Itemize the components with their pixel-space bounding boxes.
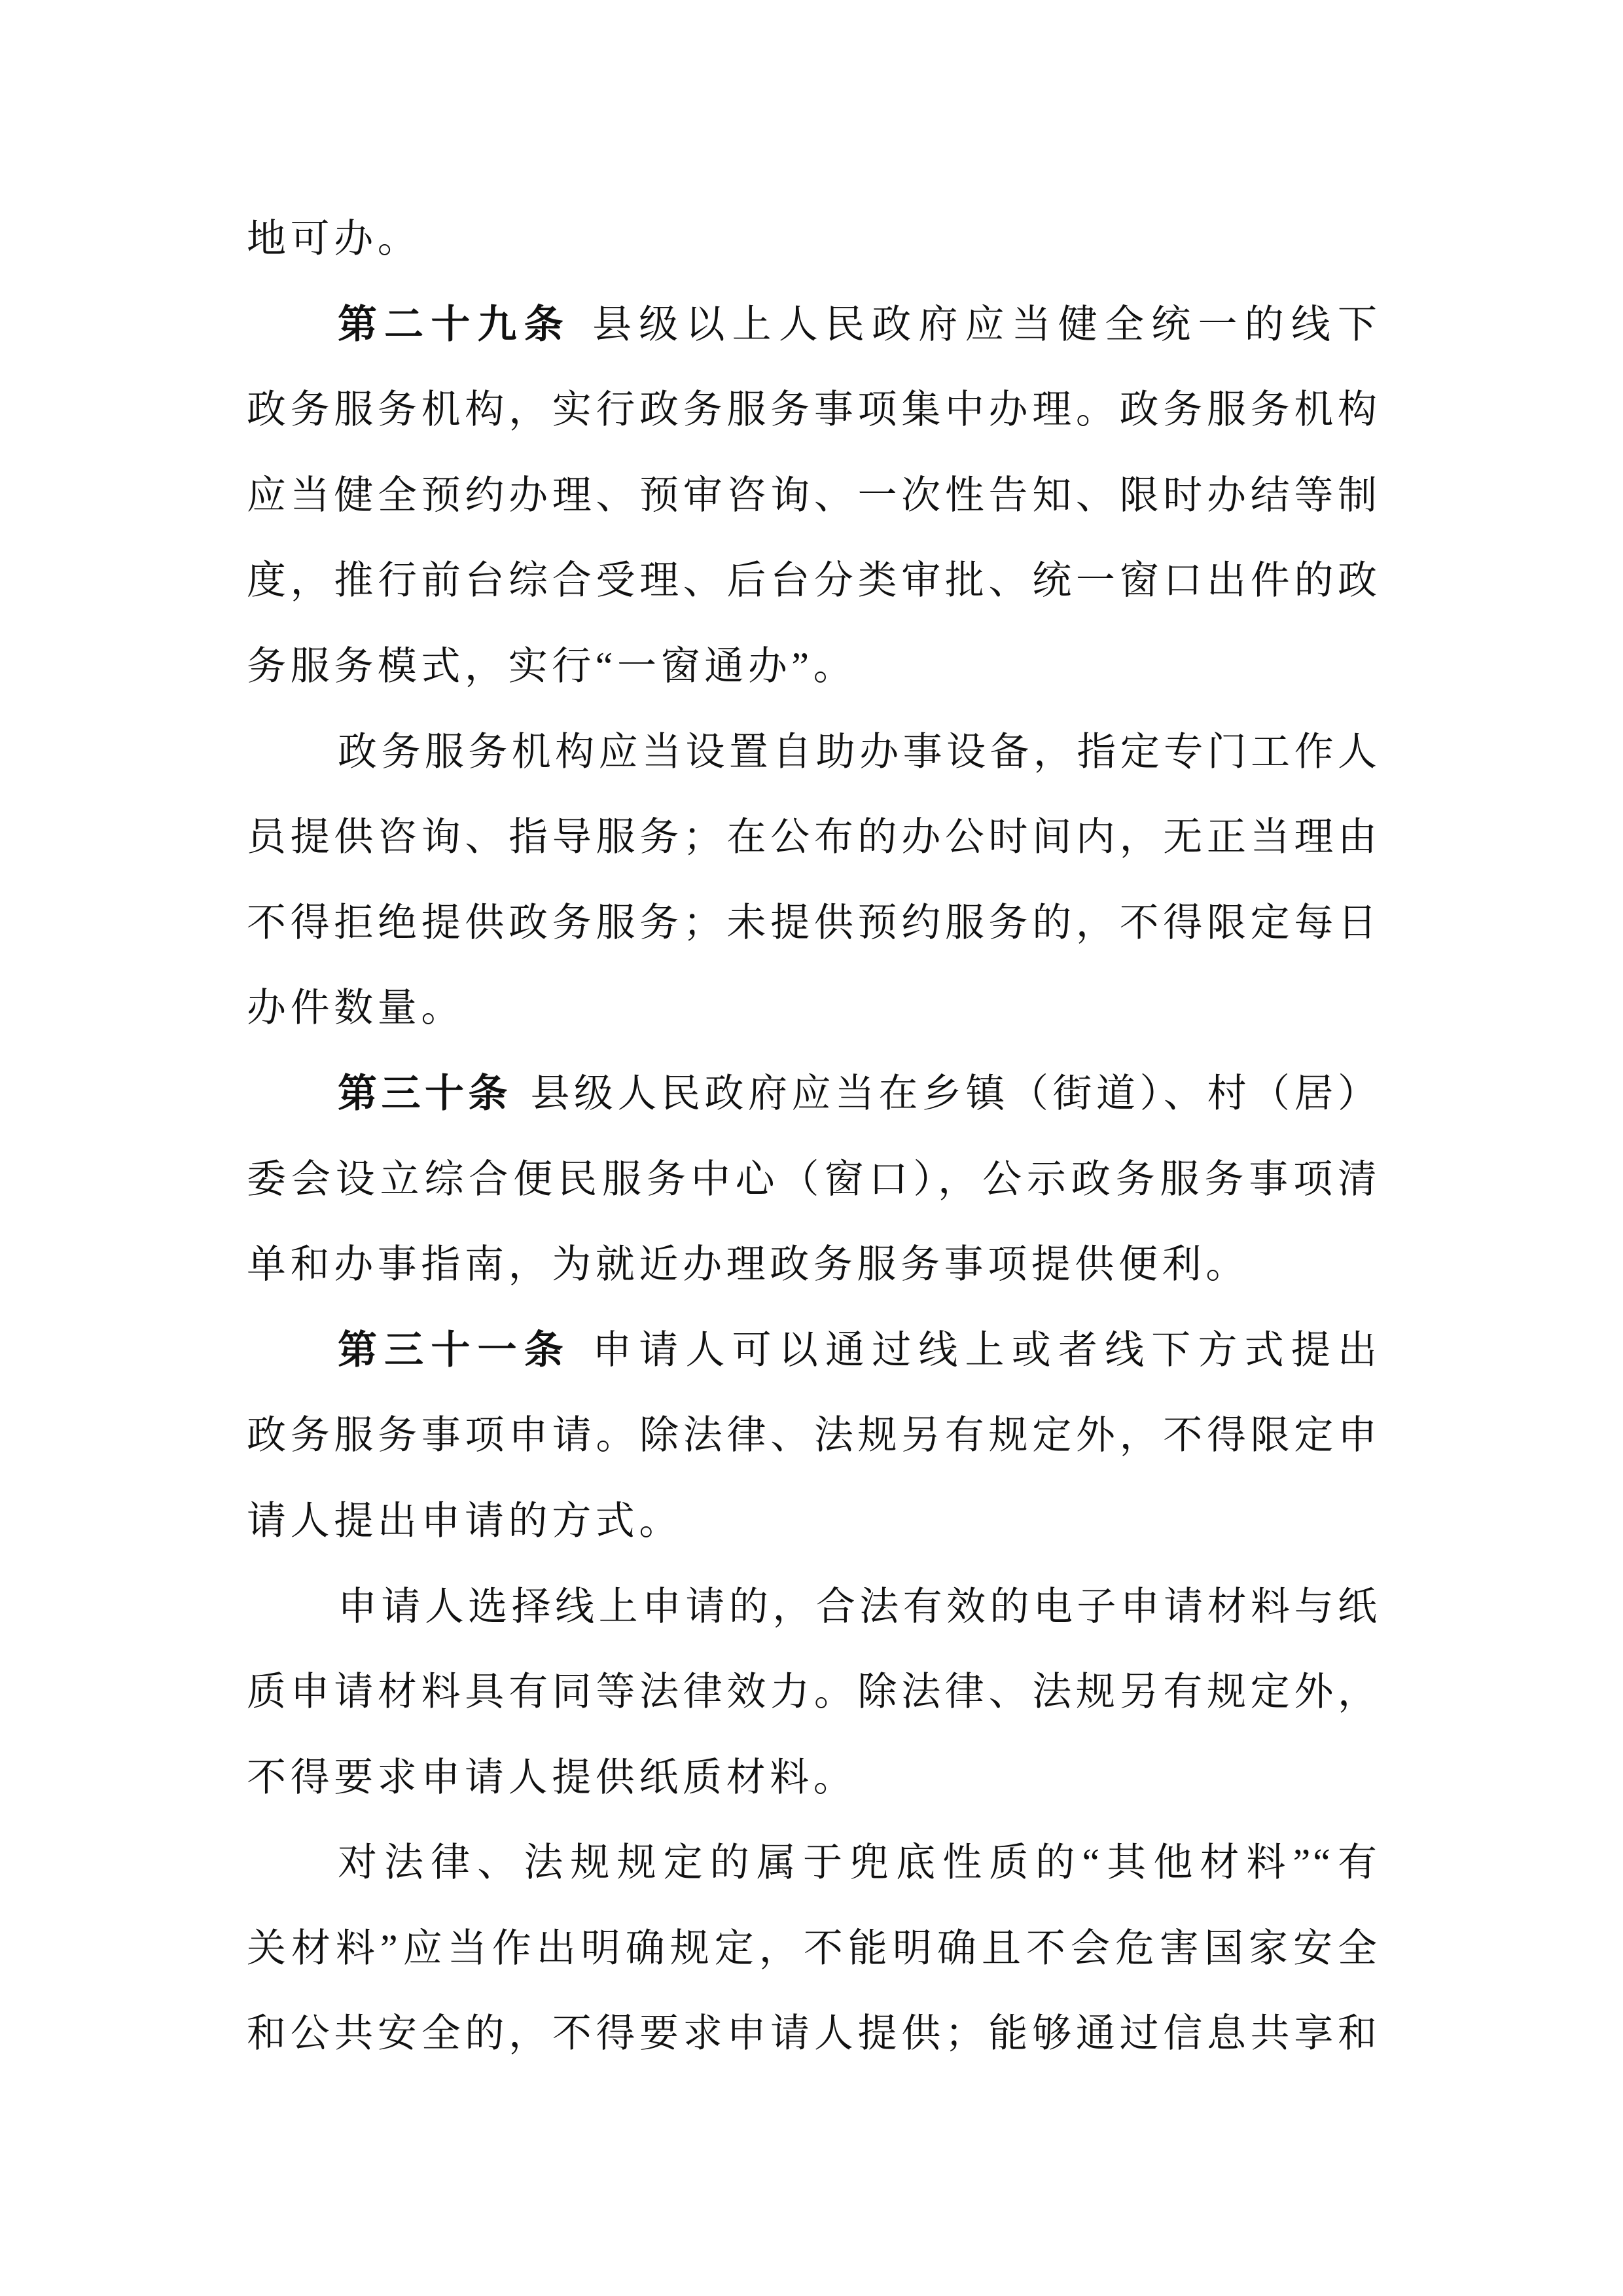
paragraph [247,709,1380,1051]
article-31 [247,1308,1380,1564]
text-line: 单和办事指南，为就近办理政务服务事项提供便利。 [247,1243,1249,1287]
text-line: 不得拒绝提供政务服务；未提供预约服务的，不得限定每日 [247,901,1380,944]
heading-gap [571,337,588,338]
text-line: 度，推行前台综合受理、后台分类审批、统一窗口出件的政 [247,559,1380,603]
text-line: 质申请材料具有同等法律效力。除法律、法规另有规定外， [247,1670,1380,1714]
text-line [247,282,1380,368]
article-30 [247,1051,1380,1308]
paragraph-continuation [247,196,1380,282]
text-line: 申请人选择线上申请的，合法有效的电子申请材料与纸 [338,1585,1380,1628]
article-heading: 第三十条 [338,1071,512,1115]
text-line: 办件数量。 [247,986,465,1030]
article-heading: 第二十九条 [338,302,571,346]
paragraph [247,1564,1380,1821]
article-29 [247,282,1380,709]
article-heading: 第三十一条 [338,1328,571,1372]
paragraph [247,1820,1380,2077]
text-line: 政务服务机构，实行政务服务事项集中办理。政务服务机构 [247,388,1380,432]
text-line: 委会设立综合便民服务中心（窗口），公示政务服务事项清 [247,1157,1380,1201]
text-line [247,1308,1380,1393]
text-line: 不得要求申请人提供纸质材料。 [247,1755,857,1799]
heading-gap [512,1106,529,1107]
text-line: 员提供咨询、指导服务；在公布的办公时间内，无正当理由 [247,816,1380,859]
text-line: 地可办。 [247,217,421,260]
line-text: 县级人民政府应当在乡镇（街道）、村（居） [529,1071,1380,1115]
text-line: 务服务模式，实行“一窗通办”。 [247,644,857,688]
text-line: 和公共安全的，不得要求申请人提供；能够通过信息共享和 [247,2012,1380,2056]
text-line: 政务服务事项申请。除法律、法规另有规定外，不得限定申 [247,1414,1380,1458]
text-line: 应当健全预约办理、预审咨询、一次性告知、限时办结等制 [247,473,1380,517]
text-line: 政务服务机构应当设置自助办事设备，指定专门工作人 [338,730,1380,774]
line-text: 县级以上人民政府应当健全统一的线下 [587,302,1380,346]
text-line [247,1051,1380,1137]
body-text [247,196,1380,2077]
text-line: 对法律、法规规定的属于兜底性质的“其他材料”“有 [338,1841,1380,1885]
line-text: 申请人可以通过线上或者线下方式提出 [587,1328,1380,1372]
text-line: 关材料”应当作出明确规定，不能明确且不会危害国家安全 [247,1926,1380,1970]
text-line: 请人提出申请的方式。 [247,1499,683,1543]
